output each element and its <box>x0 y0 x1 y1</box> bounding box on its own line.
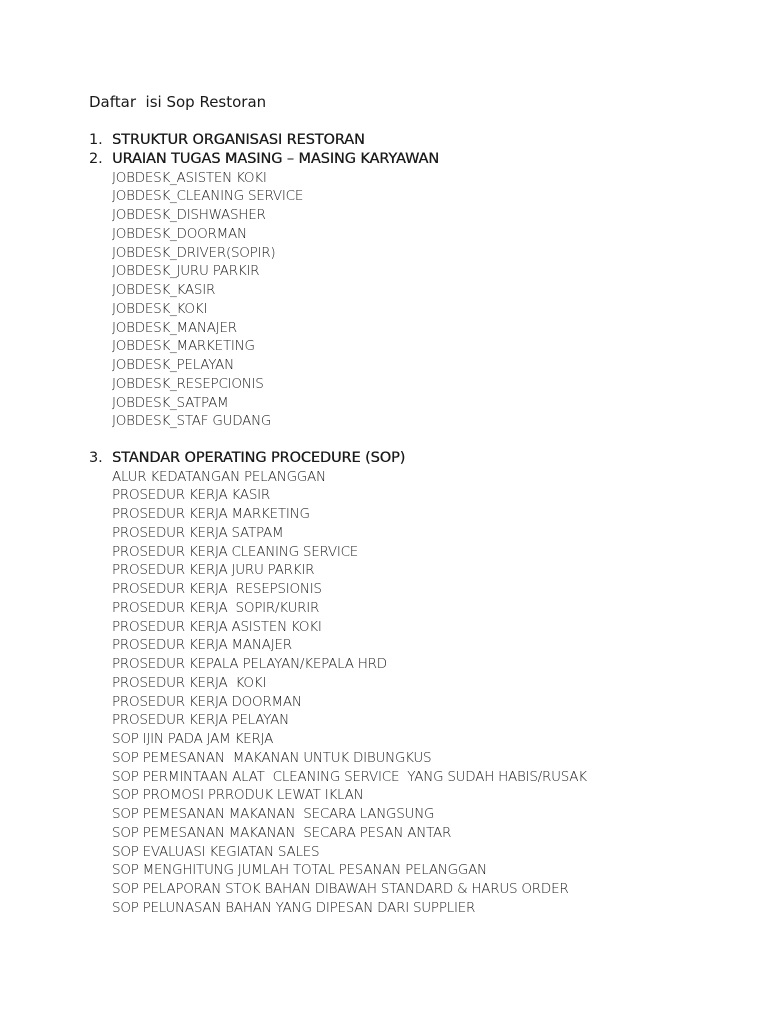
section-title: STANDAR OPERATING PROCEDURE (SOP) <box>112 450 406 466</box>
list-item: JOBDESK_RESEPCIONIS <box>112 375 264 392</box>
list-item: PROSEDUR KERJA SOPIR/KURIR <box>112 599 320 616</box>
list-item: JOBDESK_DRIVER(SOPIR) <box>112 244 276 261</box>
list-item: PROSEDUR KERJA ASISTEN KOKI <box>112 618 322 635</box>
list-item: JOBDESK_JURU PARKIR <box>112 263 260 280</box>
list-item: SOP PROMOSI PRRODUK LEWAT IKLAN <box>112 787 364 804</box>
section-number: 1. <box>89 132 103 148</box>
list-item: PROSEDUR KERJA KOKI <box>112 674 267 691</box>
item-list <box>89 468 749 918</box>
section-title: URAIAN TUGAS MASING – MASING KARYAWAN <box>112 151 439 167</box>
list-item: SOP PELAPORAN STOK BAHAN DIBAWAH STANDARD & HARUS ORDER <box>112 881 569 898</box>
list-item: JOBDESK_CLEANING SERVICE <box>112 188 304 205</box>
list-item: JOBDESK_PELAYAN <box>112 357 235 374</box>
list-item: SOP PEMESANAN MAKANAN SECARA LANGSUNG <box>112 806 435 823</box>
item-list <box>89 169 749 432</box>
list-item: PROSEDUR KERJA MARKETING <box>112 506 310 523</box>
document-title: Daftar isi Sop Restoran <box>89 93 267 111</box>
list-item: JOBDESK_KASIR <box>112 282 216 299</box>
list-item: JOBDESK_MARKETING <box>112 338 255 355</box>
list-item: JOBDESK_ASISTEN KOKI <box>112 169 267 186</box>
list-item: SOP IJIN PADA JAM KERJA <box>112 731 274 748</box>
list-item: SOP EVALUASI KEGIATAN SALES <box>112 843 320 860</box>
section-uraian-tugas <box>89 150 749 431</box>
list-item: JOBDESK_SATPAM <box>112 394 229 411</box>
list-item: PROSEDUR KERJA JURU PARKIR <box>112 562 315 579</box>
section-heading <box>89 150 749 169</box>
list-item: PROSEDUR KERJA SATPAM <box>112 524 284 541</box>
list-item: PROSEDUR KERJA MANAJER <box>112 637 292 654</box>
list-item: SOP MENGHITUNG JUMLAH TOTAL PESANAN PELANGGAN <box>112 862 487 879</box>
list-item: SOP PELUNASAN BAHAN YANG DIPESAN DARI SUPPLIER <box>112 899 476 916</box>
list-item: ALUR KEDATANGAN PELANGGAN <box>112 468 326 485</box>
list-item: PROSEDUR KERJA PELAYAN <box>112 712 289 729</box>
section-struktur-organisasi <box>89 131 749 150</box>
list-item: SOP PEMESANAN MAKANAN SECARA PESAN ANTAR <box>112 824 452 841</box>
list-item: JOBDESK_KOKI <box>112 300 208 317</box>
list-item: PROSEDUR KERJA RESEPSIONIS <box>112 581 322 598</box>
list-item: JOBDESK_STAF GUDANG <box>112 413 272 430</box>
list-item: JOBDESK_DOORMAN <box>112 225 247 242</box>
section-title: STRUKTUR ORGANISASI RESTORAN <box>112 132 365 148</box>
section-sop <box>89 449 749 918</box>
section-heading <box>89 131 749 150</box>
list-item: JOBDESK_MANAJER <box>112 319 237 336</box>
list-item: SOP PERMINTAAN ALAT CLEANING SERVICE YANG SUDAH HABIS/RUSAK <box>112 768 587 785</box>
list-item: JOBDESK_DISHWASHER <box>112 207 266 224</box>
section-number: 2. <box>89 151 103 167</box>
section-number: 3. <box>89 450 103 466</box>
list-item: PROSEDUR KEPALA PELAYAN/KEPALA HRD <box>112 656 387 673</box>
section-heading <box>89 449 749 468</box>
list-item: PROSEDUR KERJA KASIR <box>112 487 271 504</box>
list-item: PROSEDUR KERJA DOORMAN <box>112 693 302 710</box>
list-item: PROSEDUR KERJA CLEANING SERVICE <box>112 543 359 560</box>
list-item: SOP PEMESANAN MAKANAN UNTUK DIBUNGKUS <box>112 749 432 766</box>
